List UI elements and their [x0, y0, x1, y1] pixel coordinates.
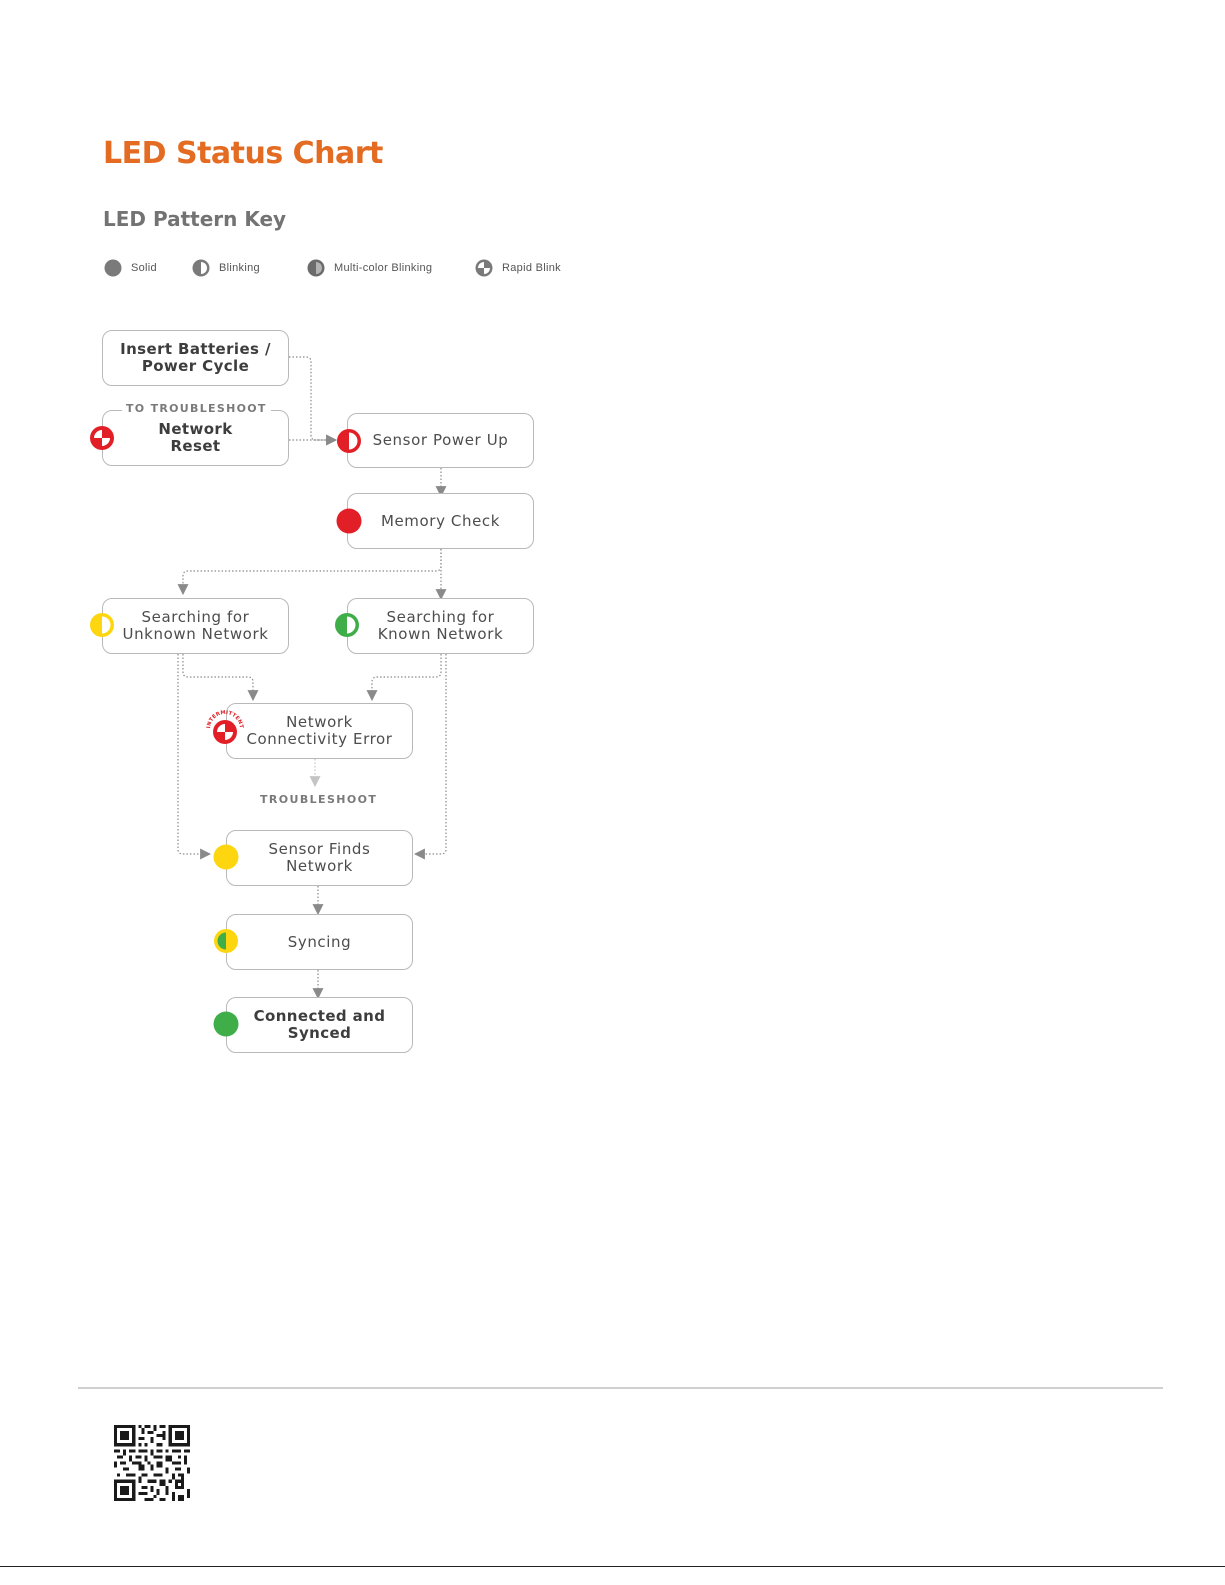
node-searching-known-label: Searching for Known Network [377, 608, 504, 643]
blinking-green-icon [334, 612, 360, 638]
key-rapid-blink-label: Rapid Blink [502, 262, 561, 274]
node-sensor-finds-network-label: Sensor Finds Network [268, 840, 371, 875]
connector-batteries-to-powerup [289, 357, 336, 440]
node-connectivity-error-label: Network Connectivity Error [246, 713, 393, 748]
node-syncing [226, 914, 413, 970]
intermittent-rapid-blink-red-icon [205, 709, 245, 749]
intermittent-label: INTERMITTENT [205, 709, 245, 729]
to-troubleshoot-badge: TO TROUBLESHOOT [122, 402, 271, 415]
troubleshoot-label: TROUBLESHOOT [260, 793, 378, 806]
node-connected-synced-label: Connected and Synced [253, 1007, 386, 1042]
connector-unknown-to-finds [178, 654, 210, 854]
node-connected-synced [226, 997, 413, 1053]
page-bottom-edge [0, 1566, 1225, 1567]
rapid-blink-red-icon [89, 425, 115, 451]
node-searching-unknown-label: Searching for Unknown Network [122, 608, 269, 643]
node-searching-known [347, 598, 534, 654]
page-title: LED Status Chart [103, 136, 383, 171]
connector-unknown-to-error [183, 654, 253, 700]
node-insert-batteries-label: Insert Batteries / Power Cycle [120, 340, 271, 375]
led-pattern-key-heading: LED Pattern Key [103, 207, 287, 231]
blinking-yellow-icon [89, 612, 115, 638]
node-syncing-label: Syncing [287, 932, 352, 951]
solid-yellow-icon [213, 844, 239, 870]
solid-red-icon [336, 508, 362, 534]
node-connectivity-error [226, 703, 413, 759]
qr-code-icon[interactable] [114, 1425, 190, 1501]
key-solid-label: Solid [131, 262, 157, 274]
connector-known-to-finds [415, 654, 446, 854]
blinking-red-icon [336, 428, 362, 454]
node-network-reset-label: Network Reset [158, 420, 233, 455]
key-blinking-label: Blinking [219, 262, 260, 274]
node-sensor-power-up [347, 413, 534, 468]
node-sensor-power-up-label: Sensor Power Up [372, 431, 509, 449]
connector-memory-to-unknown [183, 549, 441, 594]
node-searching-unknown [102, 598, 289, 654]
node-insert-batteries [102, 330, 289, 386]
multicolor-blinking-yellow-green-icon [213, 928, 239, 954]
key-multicolor-blinking-label: Multi-color Blinking [334, 262, 433, 274]
solid-green-icon [213, 1011, 239, 1037]
node-memory-check [347, 493, 534, 549]
node-network-reset [102, 410, 289, 466]
connector-known-to-error [372, 654, 441, 700]
node-memory-check-label: Memory Check [380, 511, 501, 530]
node-sensor-finds-network [226, 830, 413, 886]
footer-divider [78, 1387, 1163, 1389]
